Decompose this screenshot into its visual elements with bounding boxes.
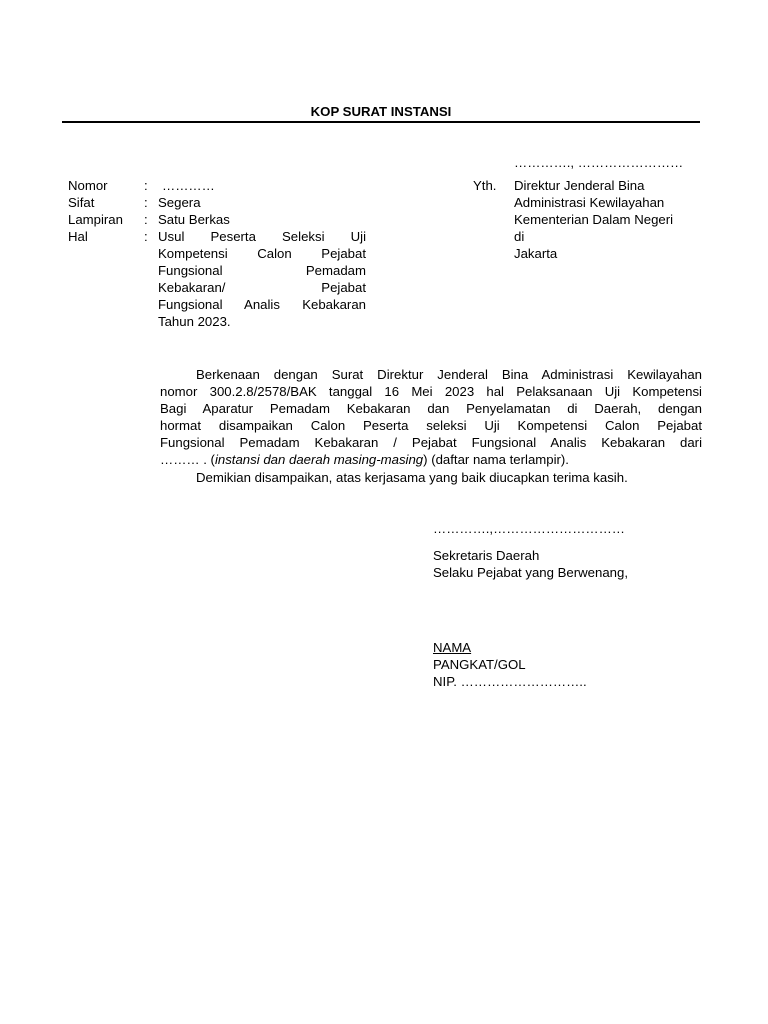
recipient-lines	[514, 177, 713, 262]
colon: :	[144, 178, 148, 193]
hal-value	[158, 228, 366, 330]
recipient-block	[473, 177, 713, 262]
body-line: Berkenaan dengan Surat Direktur Jenderal Bina Administrasi Kewilayahan	[196, 367, 702, 382]
hal-line: Tahun 2023.	[158, 314, 231, 329]
body-line	[160, 451, 702, 468]
recipient-line: Jakarta	[514, 246, 558, 261]
body-line: Bagi Aparatur Pemadam Kebakaran dan Penyelamatan di Daerah, dengan	[160, 401, 702, 416]
hal-line: Kebakaran/ Pejabat	[158, 280, 366, 295]
colon: :	[144, 212, 148, 227]
nomor-label: Nomor	[68, 178, 108, 193]
meta-row-hal	[68, 228, 368, 330]
hal-line: Kompetensi Calon Pejabat	[158, 246, 366, 261]
lampiran-value: Satu Berkas	[158, 212, 230, 227]
place-date: …………., ……………………	[514, 155, 684, 170]
body-line: hormat disampaikan Calon Peserta seleksi Uji Kompetensi Calon Pejabat	[160, 418, 702, 433]
colon: :	[144, 229, 148, 244]
signature-space	[433, 581, 713, 639]
signature-block	[433, 520, 713, 690]
recipient-line: Administrasi Kewilayahan	[514, 195, 665, 210]
signatory-rank: PANGKAT/GOL	[433, 657, 526, 672]
meta-row-nomor	[68, 177, 368, 194]
signatory-title: Sekretaris Daerah	[433, 548, 540, 563]
closing-sentence: Demikian disampaikan, atas kerjasama yang baik diucapkan terima kasih.	[196, 470, 628, 485]
letter-body	[160, 366, 702, 486]
hal-label: Hal	[68, 229, 88, 244]
recipient-row	[473, 177, 713, 262]
nomor-value: …………	[162, 178, 215, 193]
signatory-name: NAMA	[433, 640, 472, 655]
recipient-prefix: Yth.	[473, 178, 497, 193]
letterhead-rule	[62, 121, 700, 123]
body-line-prefix: ……… . (	[160, 452, 215, 467]
letterhead-title: KOP SURAT INSTANSI	[310, 104, 452, 119]
signatory-nip: NIP. ………………………..	[433, 674, 587, 689]
sifat-value: Segera	[158, 195, 201, 210]
hal-line: Fungsional Analis Kebakaran	[158, 297, 366, 312]
recipient-line: di	[514, 229, 525, 244]
meta-row-sifat	[68, 194, 368, 211]
sifat-label: Sifat	[68, 195, 95, 210]
body-line: nomor 300.2.8/2578/BAK tanggal 16 Mei 2023 hal Pelaksanaan Uji Kompetensi	[160, 384, 702, 399]
body-paragraph	[160, 366, 702, 468]
body-line-suffix: ) (daftar nama terlampir).	[423, 452, 569, 467]
meta-row-lampiran	[68, 211, 368, 228]
hal-line: Usul Peserta Seleksi Uji	[158, 229, 366, 244]
recipient-line: Direktur Jenderal Bina	[514, 178, 645, 193]
letter-meta	[68, 177, 368, 330]
signatory-authority: Selaku Pejabat yang Berwenang,	[433, 565, 629, 580]
signature-place-date: ………….,…………………………	[433, 521, 625, 536]
lampiran-label: Lampiran	[68, 212, 123, 227]
recipient-line: Kementerian Dalam Negeri	[514, 212, 674, 227]
body-italic-text: instansi dan daerah masing-masing	[214, 452, 424, 467]
hal-line: Fungsional Pemadam	[158, 263, 366, 278]
body-line: Fungsional Pemadam Kebakaran / Pejabat Fungsional Analis Kebakaran dari	[160, 435, 702, 450]
colon: :	[144, 195, 148, 210]
